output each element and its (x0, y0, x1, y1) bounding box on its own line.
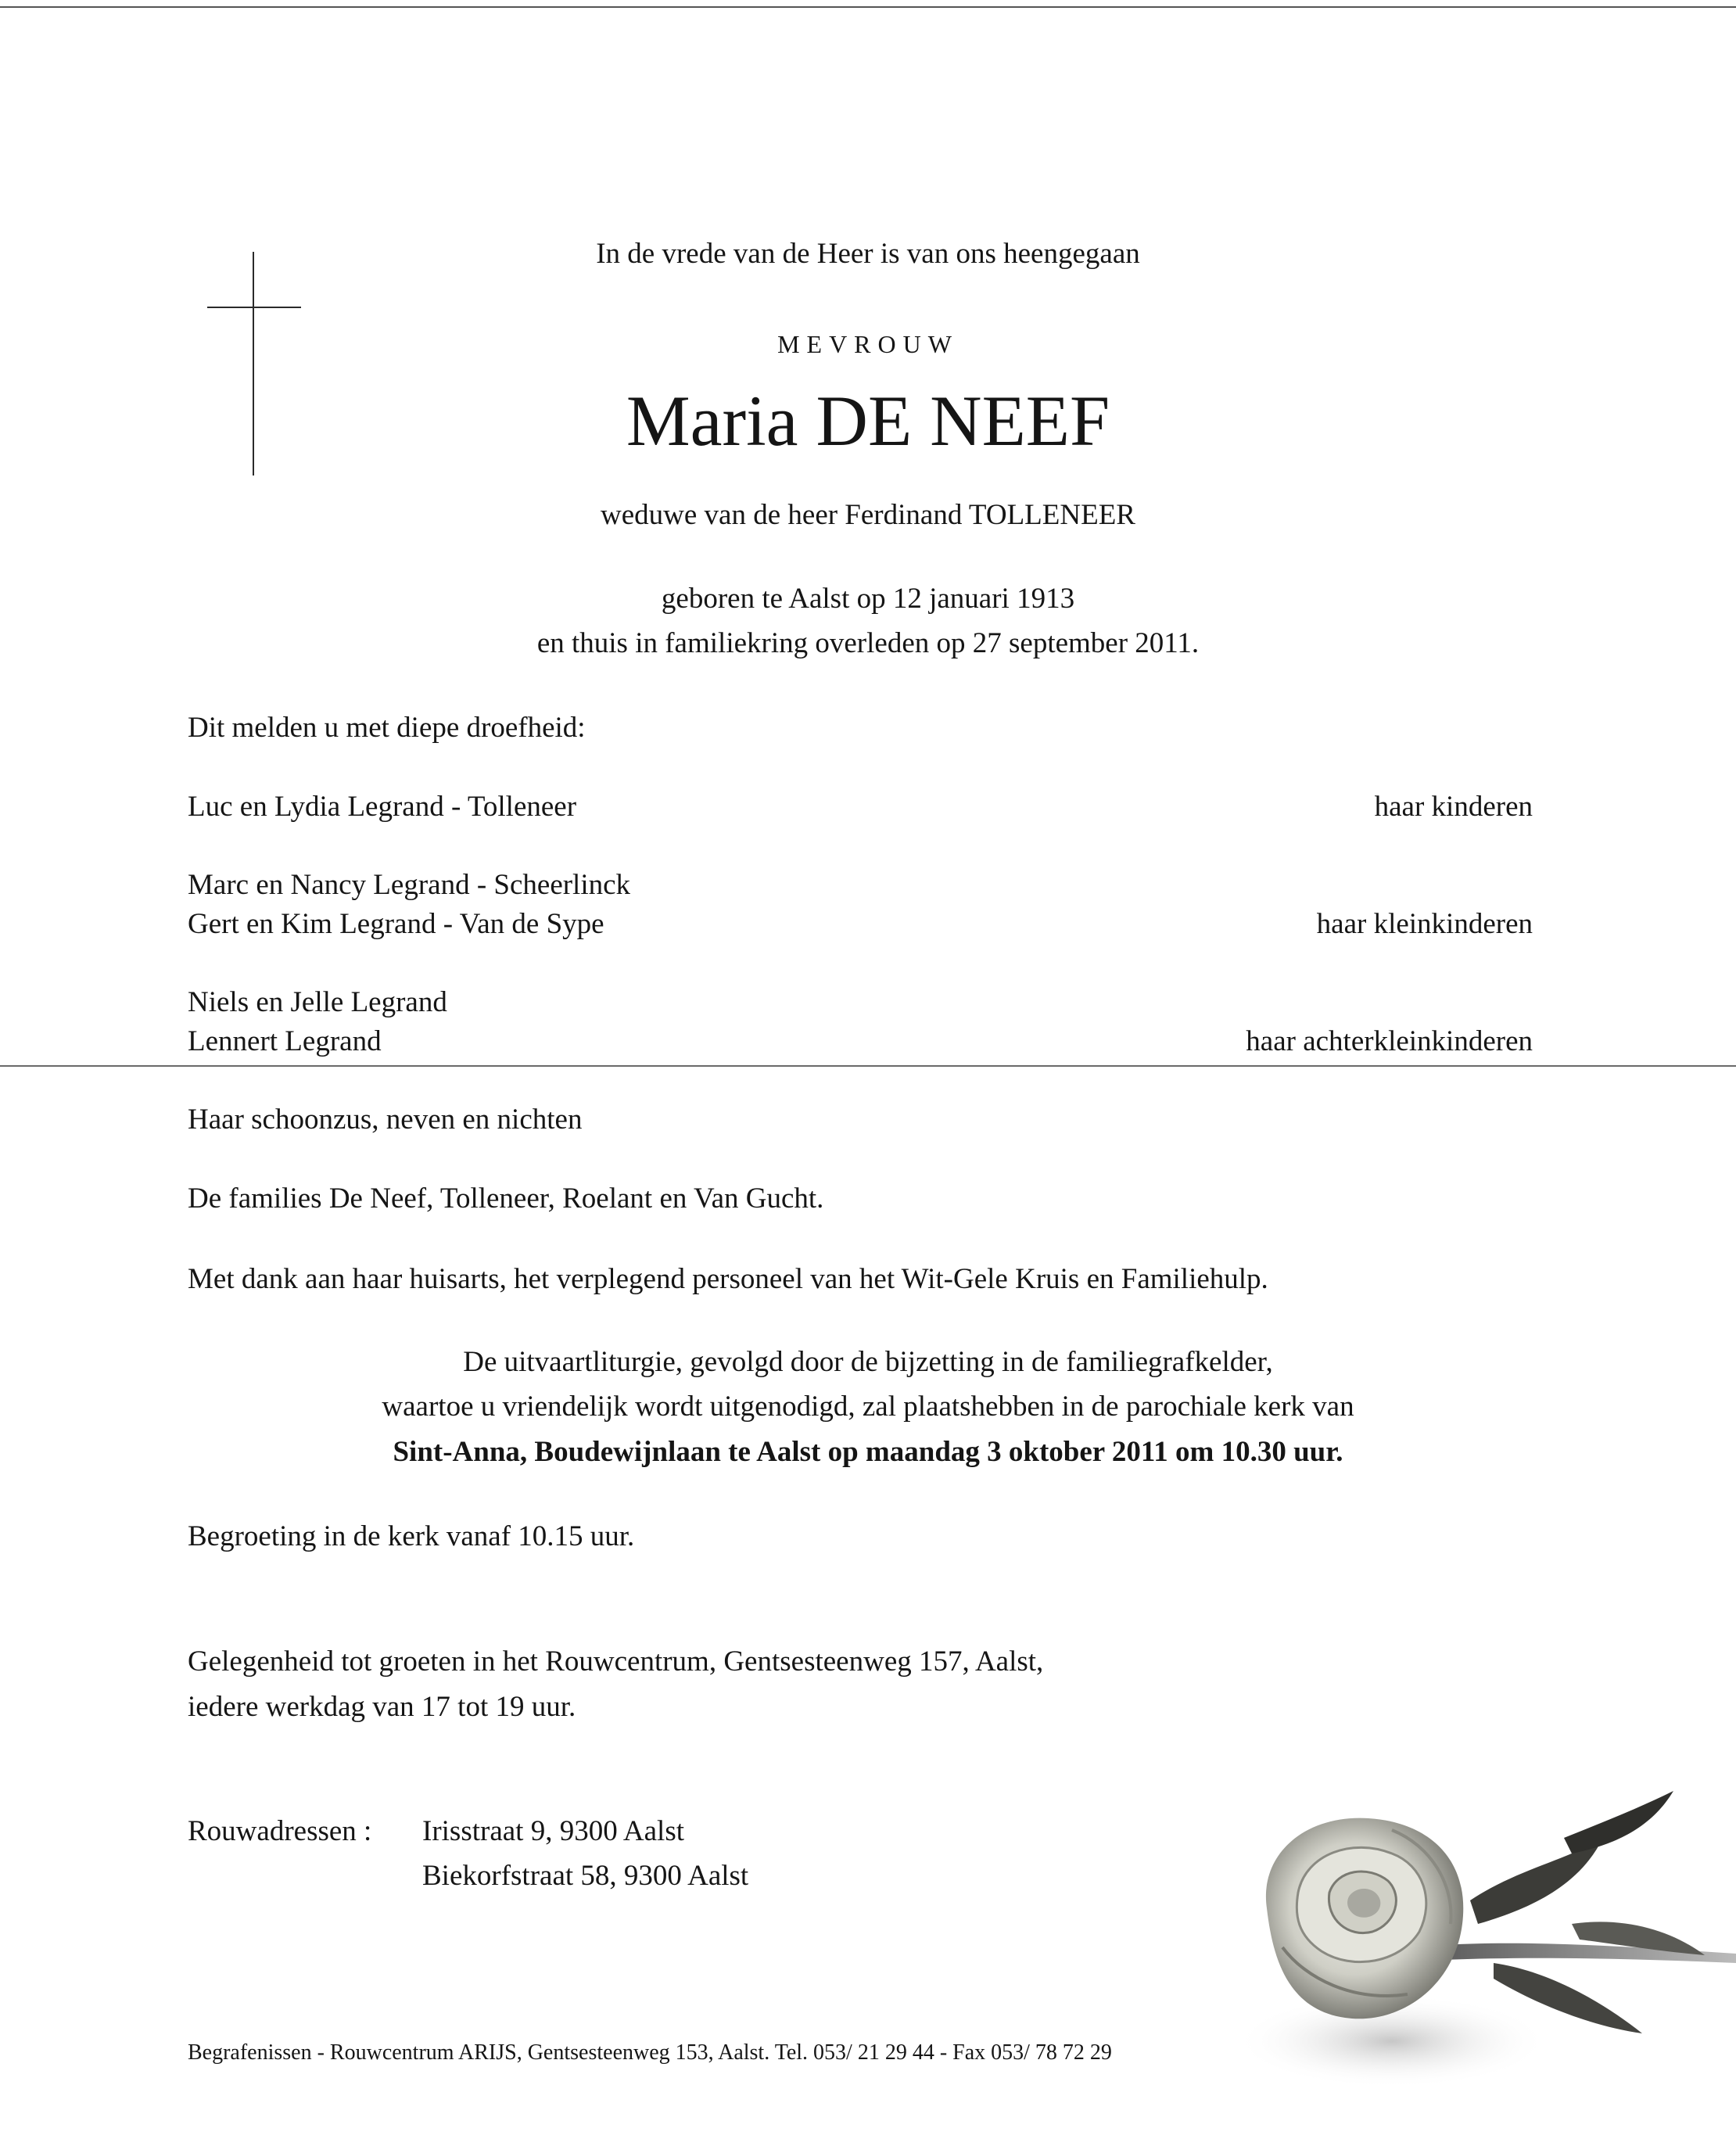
greeting-line: Begroeting in de kerk vanaf 10.15 uur. (188, 1520, 635, 1552)
great-grandchildren-relation: haar achterkleinkinderen (1246, 1025, 1533, 1057)
children-relation: haar kinderen (1374, 791, 1533, 823)
fold-line (0, 1065, 1736, 1067)
title-prefix: MEVROUW (777, 330, 959, 358)
in-laws-line: Haar schoonzus, neven en nichten (188, 1104, 583, 1136)
visitation-line-2: iedere werkdag van 17 tot 19 uur. (188, 1691, 576, 1723)
thanks-line: Met dank aan haar huisarts, het verplegend personeel van het Wit-Gele Kruis en Familiehulp. (188, 1263, 1268, 1295)
visitation-line-1: Gelegenheid tot groeten in het Rouwcentrum, Gentsesteenweg 157, Aalst, (188, 1645, 1044, 1678)
great-grandchildren-name-2: Lennert Legrand (188, 1025, 382, 1057)
death-line: en thuis in familiekring overleden op 27 september 2011. (536, 627, 1200, 659)
addresses-label: Rouwadressen : (188, 1815, 372, 1847)
deceased-name: Maria DE NEEF (626, 381, 1110, 461)
address-line-2: Biekorfstraat 58, 9300 Aalst (422, 1860, 749, 1892)
address-line-1: Irisstraat 9, 9300 Aalst (422, 1815, 685, 1847)
rose-illustration (1236, 1775, 1736, 2104)
birth-line: geboren te Aalst op 12 januari 1913 (661, 583, 1075, 615)
cross-horizontal (207, 307, 301, 308)
children-names: Luc en Lydia Legrand - Tolleneer (188, 791, 577, 823)
top-edge-line (0, 6, 1736, 8)
announce-line: Dit melden u met diepe droefheid: (188, 712, 586, 744)
grandchildren-name-2: Gert en Kim Legrand - Van de Sype (188, 908, 604, 940)
grandchildren-relation: haar kleinkinderen (1316, 908, 1533, 940)
funeral-line-1: De uitvaartliturgie, gevolgd door de bijzetting in de familiegrafkelder, (463, 1346, 1273, 1378)
widow-of: weduwe van de heer Ferdinand TOLLENEER (601, 499, 1135, 531)
funeral-line-3: Sint-Anna, Boudewijnlaan te Aalst op maandag 3 oktober 2011 om 10.30 uur. (393, 1436, 1343, 1468)
funeral-line-2: waartoe u vriendelijk wordt uitgenodigd, zal plaatshebben in de parochiale kerk van (382, 1391, 1354, 1423)
footer-line: Begrafenissen - Rouwcentrum ARIJS, Gentsesteenweg 153, Aalst. Tel. 053/ 21 29 44 - Fax 053/ 78 72 29 (188, 2040, 1112, 2065)
grandchildren-name-1: Marc en Nancy Legrand - Scheerlinck (188, 869, 631, 901)
great-grandchildren-name-1: Niels en Jelle Legrand (188, 986, 447, 1018)
families-line: De families De Neef, Tolleneer, Roelant en Van Gucht. (188, 1182, 824, 1215)
intro-line: In de vrede van de Heer is van ons heengegaan (596, 238, 1140, 270)
